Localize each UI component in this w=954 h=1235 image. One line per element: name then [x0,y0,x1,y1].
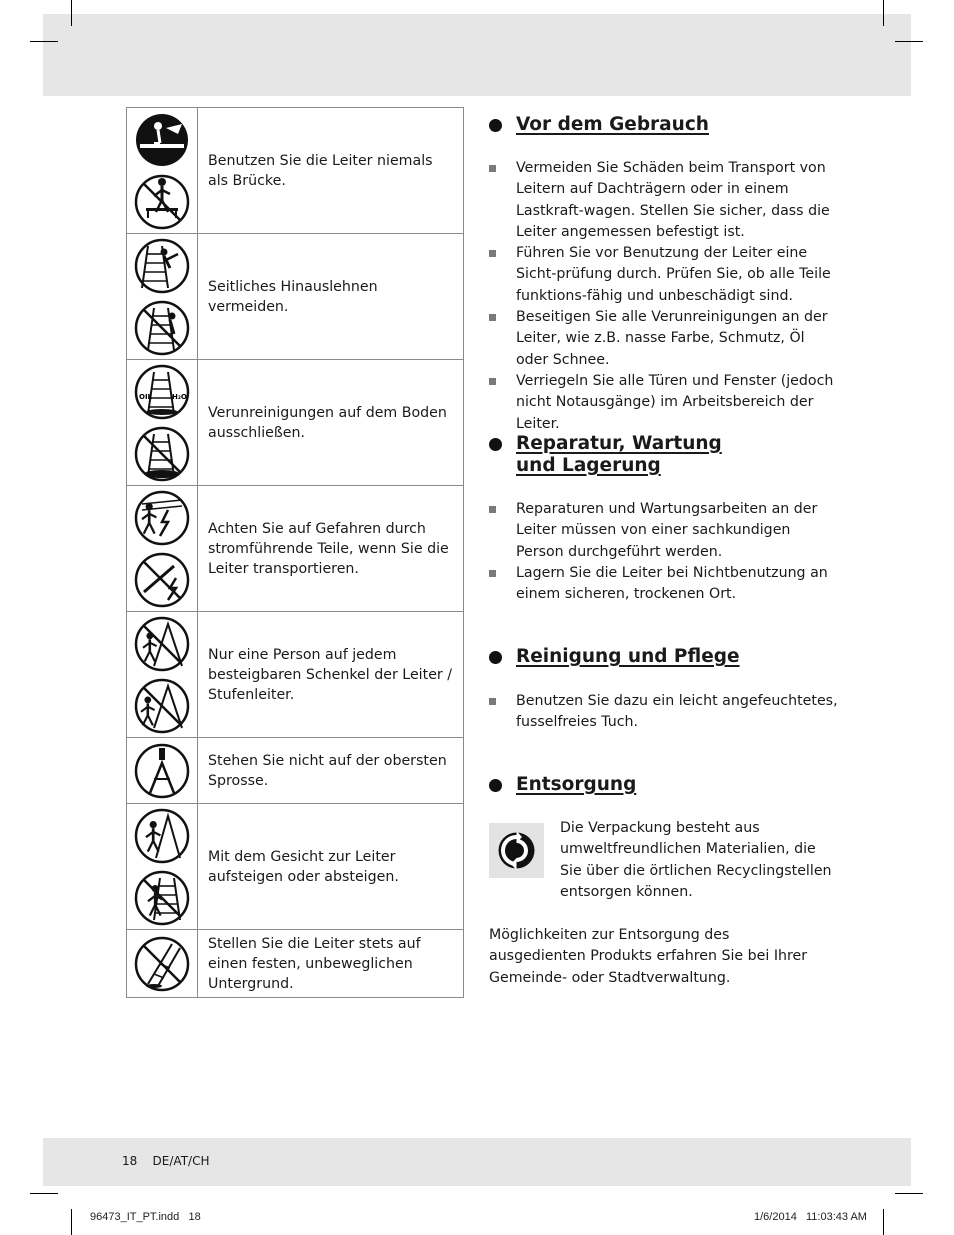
face-ladder-climb-icon [134,808,190,864]
row-text: Seitliches Hinauslehnen vermeiden. [198,234,464,360]
crop-mark [895,1193,923,1194]
crop-mark [71,1209,72,1235]
crop-mark [30,41,58,42]
row-text: Achten Sie auf Gefahren durch stromführende Teile, wenn Sie die Leiter transportieren. [198,486,464,612]
list-item: Verriegeln Sie alle Türen und Fenster (jedoch nicht Notausgänge) im Arbeitsbereich der Leiter. [489,371,839,435]
section-title-disposal: Entsorgung [489,774,636,796]
bullet-dot [489,438,502,451]
page-number: 18 [122,1154,138,1168]
list-item: Lagern Sie die Leiter bei Nichtbenutzung an einem sicheren, trockenen Ort. [489,563,839,606]
table-row [127,738,464,804]
green-dot-recycle-icon [489,823,544,878]
recycle-text: Die Verpackung besteht aus umweltfreundlichen Materialien, die Sie über die örtlichen Recyclingstellen entsorgen können. [560,820,832,900]
power-line-hazard-icon [134,490,190,546]
table-row [127,108,464,234]
safety-pictogram-table [126,107,464,998]
crop-mark [883,0,884,26]
crop-mark [71,0,72,26]
section-title-cleaning: Reinigung und Pflege [489,646,740,668]
list-item: Führen Sie vor Benutzung der Leiter eine Sicht-prüfung durch. Prüfen Sie, ob alle Teile funktions-fähig und unbeschädigt sind. [489,243,839,307]
crop-mark [883,1209,884,1235]
list-item: Vermeiden Sie Schäden beim Transport von Leitern auf Dachträgern oder in einem Lastkraft-wagen. Stellen Sie sicher, dass die Leiter angemessen befestigt ist. [489,158,839,243]
crop-mark [895,41,923,42]
list-item: Benutzen Sie dazu ein leicht angefeuchtetes, fusselfreies Tuch. [489,691,839,734]
bullet-dot [489,779,502,792]
no-carrying-near-power-icon [134,552,190,608]
section-title-repair: Reparatur, Wartung und Lagerung [489,433,722,477]
header-band [43,14,911,96]
table-row [127,360,464,486]
table-row [127,804,464,930]
row-text: Mit dem Gesicht zur Leiter aufsteigen oder absteigen. [198,804,464,930]
list-item: Reparaturen und Wartungsarbeiten an der Leiter müssen von einer sachkundigen Person durchgeführt werden. [489,499,839,563]
bullet-dot [489,119,502,132]
bullet-dot [489,651,502,664]
row-text: Benutzen Sie die Leiter niemals als Brücke. [198,108,464,234]
bridge-use-icon [134,112,190,168]
table-row [127,930,464,998]
no-contaminated-ground-icon [134,426,190,482]
section-title-before-use: Vor dem Gebrauch [489,114,709,136]
no-unstable-ground-icon [134,936,190,992]
slippery-floor-icon [134,364,190,420]
table-row [127,612,464,738]
disposal-text: Möglichkeiten zur Entsorgung des ausgedienten Produkts erfahren Sie bei Ihrer Gemeinde- oder Stadtverwaltung. [489,927,808,986]
slug-file: 96473_IT_PT.indd 18 [90,1211,201,1223]
no-walking-on-ladder-icon [134,174,190,230]
table-row [127,234,464,360]
repair-list [489,499,839,605]
table-row [127,486,464,612]
oil-label: OIL [139,392,153,401]
side-reach-icon [134,238,190,294]
row-text: Stellen Sie die Leiter stets auf einen festen, unbeweglichen Untergrund. [198,930,464,998]
no-leaning-sideways-icon [134,300,190,356]
no-two-persons-icon [134,678,190,734]
before-use-list [489,158,839,435]
no-top-step-icon [134,743,190,799]
one-person-ladder-icon [134,616,190,672]
locale-label: DE/AT/CH [152,1154,210,1168]
page-footer [122,1154,209,1168]
row-text: Stehen Sie nicht auf der obersten Sprosse. [198,738,464,804]
slug-datetime: 1/6/2014 11:03:43 AM [754,1211,867,1223]
row-text: Nur eine Person auf jedem besteigbaren Schenkel der Leiter / Stufenleiter. [198,612,464,738]
crop-mark [30,1193,58,1194]
row-text: Verunreinigungen auf dem Boden ausschließen. [198,360,464,486]
no-back-to-ladder-icon [134,870,190,926]
list-item: Beseitigen Sie alle Verunreinigungen an der Leiter, wie z.B. nasse Farbe, Schmutz, Öl oder Schnee. [489,307,839,371]
water-label: H₂O [172,392,187,401]
cleaning-list [489,691,839,734]
